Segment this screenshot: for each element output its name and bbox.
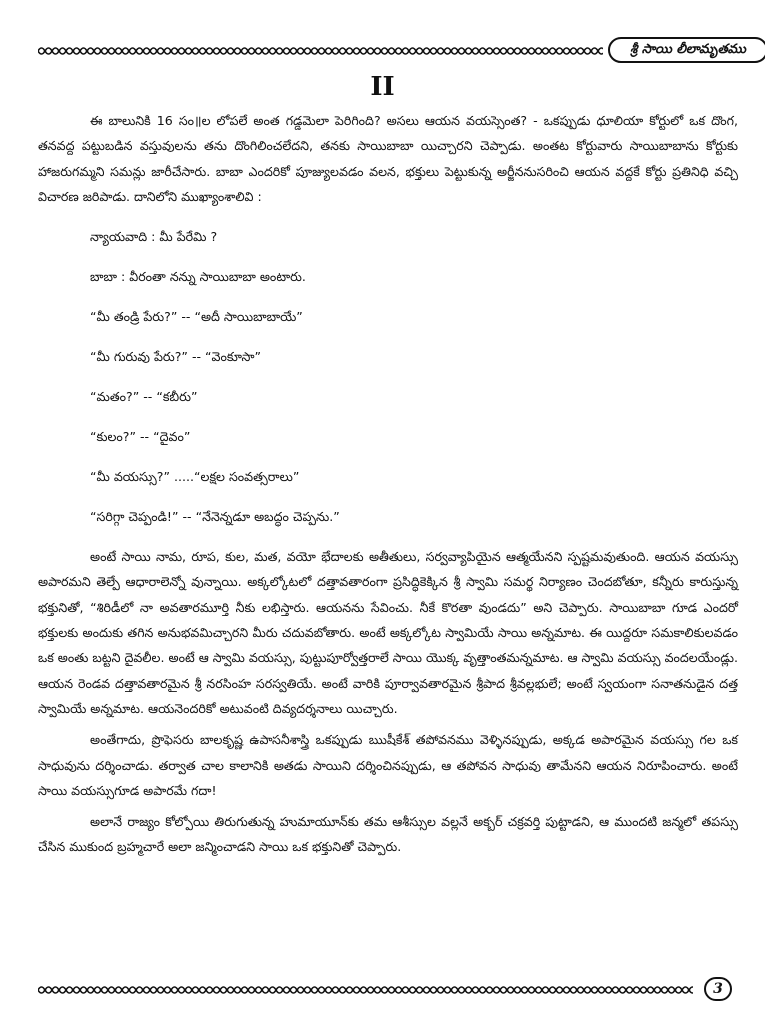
dialogue-line: “సరిగ్గా చెప్పండి!” -- “నేనెన్నడూ అబద్ధం చెప్పను.” [90,509,340,525]
dialogue-line: బాబా : వీరంతా నన్ను సాయిబాబా అంటారు. [90,269,306,285]
dialogue-line: “మీ గురువు పేరు?” -- “వెంకూసా” [90,349,262,365]
dialogue-line: న్యాయవాది : మీ పేరేమి ? [90,229,218,245]
dialogue-line: “మీ తండ్రి పేరు?” -- “అదీ సాయిబాబాయే” [90,309,303,325]
ornamental-border [38,983,693,997]
page-footer [38,976,738,1004]
paragraph: ఈ బాలునికి 16 సం॥ల లోపలే అంత గడ్డమెలా పెరిగింది? అసలు ఆయన వయస్సెంత? - ఒకప్పుడు ధూలియా కోర్టులో ఒక దొంగ, తనవద్ద పట్టుబడిన వస్తువులను తను దొంగిలించలేదని, తనకు సాయిబాబా యిచ్చారని చెప్పాడు. అంతట కోర్టువారు సాయిబాబాను కోర్టుకు హాజరుగమ్మని సమన్లు జారీచేసారు. బాబా ఎందరికో పూజ్యులవడం వలన, భక్తులు పెట్టుకున్న అర్జీననుసరించి ఆయన వద్దకే కోర్టు ప్రతినిధి వచ్చి విచారణ జరిపాడు. దానిలోని ముఖ్యాంశాలివి : [38,113,738,204]
ornamental-border [38,44,603,58]
paragraph: అలానే రాజ్యం కోల్పోయి తిరుగుతున్న హుమాయూన్‌కు తమ ఆశీస్సుల వల్లనే అక్బర్ చక్రవర్తి పుట్టాడని, ఆ ముందటి జన్మలో తపస్సు చేసిన ముకుంద బ్రహ్మచారే అలా జన్మించాడని సాయి ఒక భక్తునితో చెప్పారు. [38,814,738,855]
dialogue-line: “కులం?” -- “దైవం” [90,429,191,445]
dialogue-line: “మతం?” -- “కబీరు” [90,389,198,405]
page-number: 3 [704,977,732,1001]
page-header [38,36,746,66]
paragraph: అంటే సాయి నామ, రూప, కుల, మత, వయో భేదాలకు అతీతులు, సర్వవ్యాపియైన ఆత్మయేనని స్పష్టమవుతుంది. ఆయన వయస్సు అపారమని తెల్పే ఆధారాలెన్నో వున్నాయి. అక్కల్కోటలో దత్తావతారంగా ప్రసిద్ధికెక్కిన శ్రీ స్వామి సమర్థ నిర్యాణం చెందబోతూ, కన్నీరు కారుస్తున్న భక్తునితో, “శిరిడీలో నా అవతారమూర్తి నీకు లభిస్తారు. ఆయనను సేవించు. నీకే కొరతా వుండదు” అని చెప్పారు. సాయిబాబా గూడ ఎందరో భక్తులకు అందుకు తగిన అనుభవమిచ్చారని మీరు చదువబోతారు. అంటే అక్కల్కోట స్వామియే సాయి అన్నమాట. ఈ యిద్దరూ సమకాలికులవడం ఒక అంతు బట్టని దైవలీల. అంటే ఆ స్వామి వయస్సు, పుట్టుపూర్వోత్తరాలే సాయి యొక్క వృత్తాంతమన్నమాట. ఆ స్వామి వయస్సు వందలయేండ్లు. ఆయన రెండవ దత్తావతారమైన శ్రీ నరసింహ సరస్వతియే. అంటే వారికి పూర్వావతారమైన శ్రీపాద శ్రీవల్లభులే; అంటే స్వయంగా సనాతనుడైన దత్త స్వామియే అన్నమాట. ఆయనెందరికో అటువంటి దివ్యదర్శనాలు యిచ్చారు. [38,549,738,716]
chapter-number: II [370,72,395,102]
dialogue-line: “మీ వయస్సు?” .....“లక్షల సంవత్సరాలు” [90,469,300,485]
body-text [38,108,738,860]
running-title: శ్రీ సాయి లీలామృతము [608,37,765,63]
paragraph: అంతేగాదు, ప్రొఫెసరు బాలకృష్ణ ఉపాసనీశాస్త్రి ఒకప్పుడు ఋషీకేశ్ తపోవనము వెళ్ళినప్పుడు, అక్కడ అపారమైన వయస్సు గల ఒక సాధువును దర్శించాడు. తర్వాత చాల కాలానికి అతడు సాయిని దర్శించినప్పుడు, ఆ తపోవన సాధువు తామేనని ఆయన నిరూపించారు. అంటే సాయి వయస్సుగూడ అపారమే గదా! [38,732,738,798]
